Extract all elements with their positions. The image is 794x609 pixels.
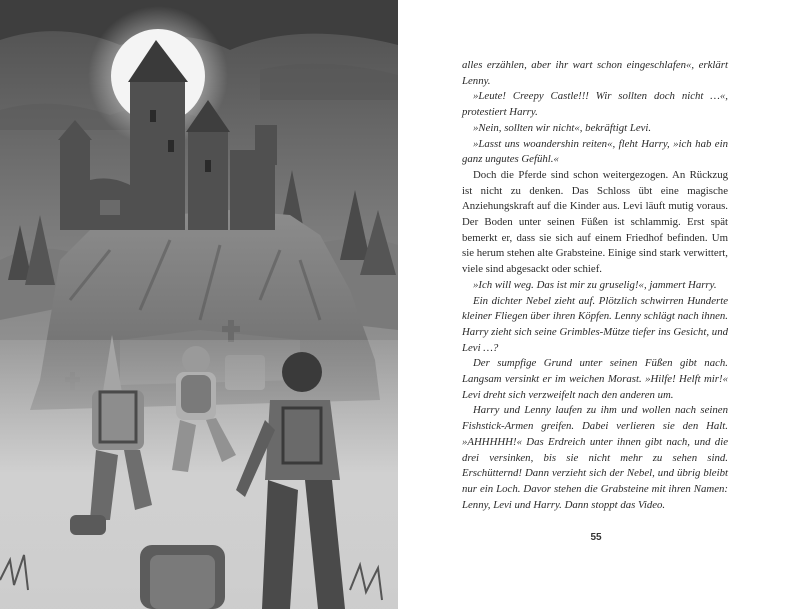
- paragraph: »Leute! Creepy Castle!!! Wir sollten doch nicht …«, protestiert Harry.: [462, 90, 728, 119]
- text-page: [398, 0, 794, 609]
- paragraph: Ein dichter Nebel zieht auf. Plötzlich schwirren Hunderte kleiner Fliegen über ihren Köpfen. Lenny schlägt nach ihnen. Harry zieht sich seine Grimbles-Mütze tiefer ins Gesicht, und Levi …?: [462, 294, 728, 354]
- paragraph: alles erzählen, aber ihr wart schon eingeschlafen«, erklärt Lenny.: [462, 59, 728, 87]
- paragraph: »Ich will weg. Das ist mir zu gruselig!«, jammert Harry.: [473, 278, 717, 291]
- body-text: [462, 58, 728, 513]
- paragraph: Der sumpfige Grund unter seinen Füßen gibt nach. Langsam versinkt er im weichen Morast. »Hilfe! Helft mir!« Levi dreht sich verzweifelt nach den anderen um.: [462, 357, 728, 401]
- paragraph: Harry und Lenny laufen zu ihm und wollen nach seinen Fishstick-Armen greifen. Dabei verlieren sie den Halt. »AHHHHH!« Das Erdreich unter ihnen gibt nach, und die drei versinken, bis sie nicht mehr zu sehen sind. Erschütternd! Dann verzieht sich der Nebel, und übrig bleibt nur ein Loch. Davor stehen die Grabsteine mit ihren Namen: Lenny, Levi und Harry. Dann stoppt das Video.: [462, 404, 728, 511]
- page-number: 55: [590, 532, 602, 543]
- paragraph: »Nein, sollten wir nicht«, bekräftigt Levi.: [473, 121, 652, 134]
- paragraph: Doch die Pferde sind schon weitergezogen. An Rückzug ist nicht zu denken. Das Schloss übt eine magische Anziehungskraft auf die Kinder aus. Levi läuft mutig voraus. Der Boden unter seinen Füßen ist schlammig. Erst spät bemerkt er, dass sie sich auf einem Friedhof befinden. Um sie herum stehen alte Grabsteine. Einige sind stark verwittert, viele sind abgesackt oder schief.: [462, 168, 728, 276]
- paragraph: »Lasst uns woandershin reiten«, fleht Harry, »ich hab ein ganz ungutes Gefühl.«: [462, 137, 728, 166]
